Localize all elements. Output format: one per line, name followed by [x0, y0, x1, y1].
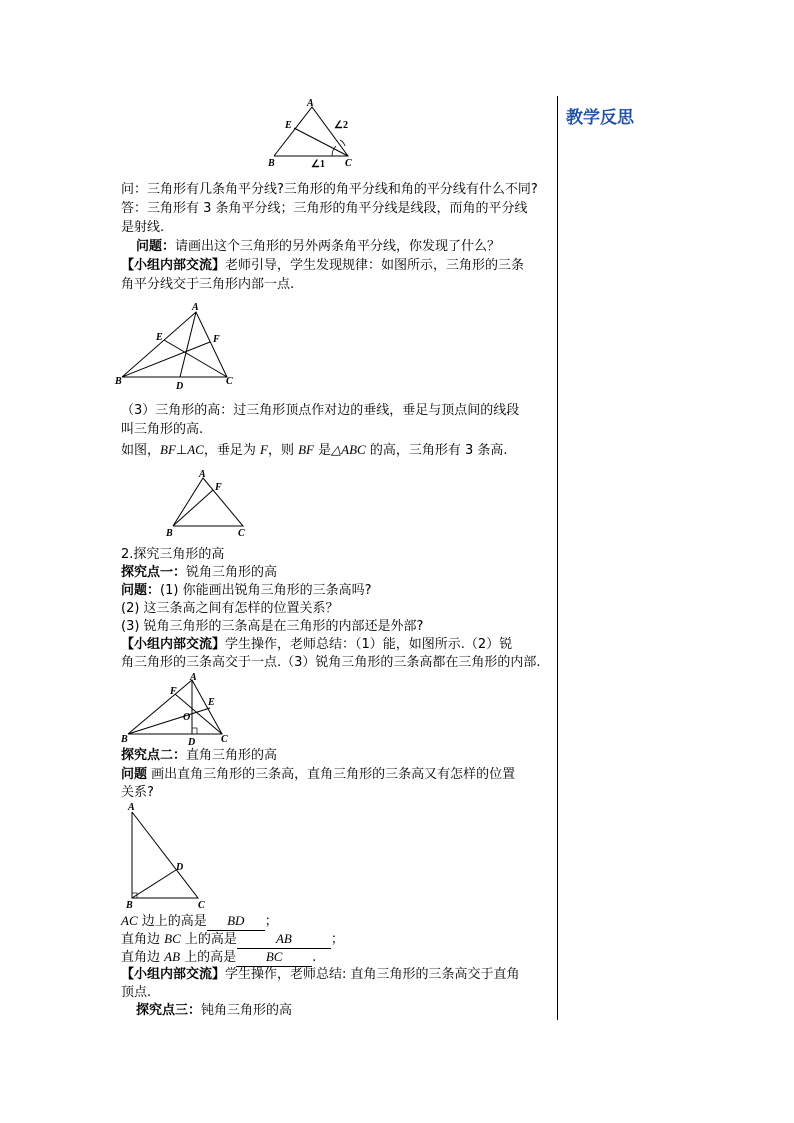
point3-text: 钝角三角形的高 — [201, 1003, 293, 1018]
problem1 — [136, 238, 500, 256]
fig2-label-D: D — [176, 381, 184, 392]
group3-label: 【小组内部交流】 — [121, 967, 226, 982]
problem2 — [121, 582, 371, 600]
fig1-label-E: E — [285, 120, 292, 131]
point2-label: 探究点二： — [121, 748, 187, 763]
problem2-text: (1) 你能画出锐角三角形的三条高吗? — [160, 583, 372, 598]
answer-bc-end: ； — [330, 932, 344, 947]
fig2-label-B: B — [115, 376, 122, 387]
fig2-label-A: A — [192, 302, 199, 313]
answer-ac-rest: 边上的高是 — [137, 914, 207, 929]
group1 — [121, 257, 524, 275]
fig5-label-A: A — [128, 802, 135, 813]
answer-bc-rest: 上的高是 — [180, 932, 237, 947]
problem3 — [121, 766, 515, 784]
group3-rest: 学生操作，老师总结: 直角三角形的三条高交于直角 — [225, 967, 520, 982]
fig4-label-F: F — [170, 686, 177, 697]
fig5-label-C: C — [198, 900, 205, 911]
problem2-q2: (2) 这三条高之间有怎样的位置关系？ — [121, 601, 339, 616]
point1-label: 探究点一： — [121, 565, 187, 580]
fig1-label-A: A — [307, 98, 314, 109]
a1-line1: 答：三角形有 3 条角平分线；三角形的角平分线是线段，而角的平分线 — [121, 201, 528, 216]
fig5-label-B: B — [126, 900, 133, 911]
altitude-line1: （3）三角形的高：过三角形顶点作对边的垂线，垂足与顶点间的线段 — [121, 403, 520, 418]
altitude-line2: 叫三角形的高. — [121, 422, 204, 437]
sidebar-title: 教学反思 — [566, 108, 634, 128]
fig5-label-D: D — [176, 862, 184, 873]
group1-rest: 老师引导，学生发现规律：如图所示，三角形的三条 — [225, 258, 525, 273]
example-pre: 如图， — [121, 443, 161, 458]
section2-title: 2.探究三角形的高 — [121, 547, 225, 562]
answer-ab-end: . — [312, 950, 317, 965]
example-bf2: BF — [298, 442, 314, 457]
figure-angle-bisector — [262, 98, 362, 170]
column-divider — [557, 96, 558, 1020]
point1-text: 锐角三角形的高 — [186, 565, 278, 580]
fig4-label-E: E — [208, 697, 215, 708]
problem3-label: 问题 — [121, 767, 148, 782]
group2-rest: 学生操作，老师总结：（1）能，如图所示.（2）锐 — [225, 637, 513, 652]
answer-ab-var: AB — [164, 949, 181, 964]
problem3-text: 画出直角三角形的三条高，直角三角形的三条高又有怎样的位置 — [147, 767, 516, 782]
group3-line2: 顶点. — [121, 985, 152, 1000]
answer-ab — [121, 948, 316, 967]
answer-bc-var: BC — [164, 931, 181, 946]
fig4-label-C: C — [221, 734, 228, 745]
example-then: ，则 — [267, 443, 299, 458]
answer-bc-blank: AB — [237, 930, 331, 949]
fig1-label-angle1: ∠1 — [311, 159, 325, 170]
point3-label: 探究点三： — [136, 1003, 202, 1018]
a1-line2: 是射线. — [121, 220, 165, 235]
fig1-label-angle2: ∠2 — [334, 120, 348, 131]
fig2-label-F: F — [213, 334, 220, 345]
fig2-label-E: E — [156, 332, 163, 343]
example-f: F — [260, 442, 268, 457]
fig4-label-A: A — [190, 672, 197, 683]
problem1-text: 请画出这个三角形的另外两条角平分线，你发现了什么？ — [175, 239, 501, 254]
fig4-label-B: B — [121, 734, 128, 745]
group1-label: 【小组内部交流】 — [121, 258, 226, 273]
q1-text: 问：三角形有几条角平分线?三角形的角平分线和角的平分线有什么不同? — [121, 182, 538, 197]
fig1-label-B: B — [268, 158, 275, 169]
fig3-label-A: A — [199, 469, 206, 480]
fig4-label-D: D — [188, 737, 196, 748]
fig3-label-B: B — [166, 528, 173, 539]
problem2-q3: (3) 锐角三角形的三条高是在三角形的内部还是外部? — [121, 619, 424, 634]
fig2-label-C: C — [226, 376, 233, 387]
example-ac: AC — [187, 442, 204, 457]
fig1-label-C: C — [345, 158, 352, 169]
figure-three-bisectors — [112, 300, 242, 395]
answer-ac-var: AC — [121, 913, 138, 928]
example-end: 的高，三角形有 3 条高. — [365, 443, 508, 458]
answer-ac-end: ； — [264, 914, 278, 929]
figure-altitude-bf — [163, 468, 258, 543]
problem2-label: 问题： — [121, 583, 161, 598]
answer-ac — [121, 912, 278, 931]
problem1-label: 问题： — [136, 239, 176, 254]
example-line — [121, 441, 508, 460]
group3 — [121, 966, 520, 984]
example-perp: ⊥ — [175, 443, 188, 458]
answer-bc-prefix: 直角边 — [121, 932, 165, 947]
example-bf: BF — [160, 442, 176, 457]
group2-line2: 角三角形的三条高交于一点.（3）锐角三角形的三条高都在三角形的内部. — [121, 655, 541, 670]
answer-ab-blank: BC — [236, 948, 312, 967]
point1 — [121, 564, 277, 582]
example-tri: △ABC — [331, 442, 366, 457]
fig3-label-C: C — [238, 528, 245, 539]
point2-text: 直角三角形的高 — [186, 748, 278, 763]
point3 — [136, 1002, 292, 1020]
answer-ab-rest: 上的高是 — [180, 950, 237, 965]
problem3-line2: 关系? — [121, 785, 154, 800]
figure-right-triangle — [124, 802, 219, 912]
answer-ac-blank: BD — [207, 912, 265, 931]
answer-ab-prefix: 直角边 — [121, 950, 165, 965]
group2-label: 【小组内部交流】 — [121, 637, 226, 652]
example-mid: ，垂足为 — [203, 443, 260, 458]
group2 — [121, 636, 512, 654]
group1-line2: 角平分线交于三角形内部一点. — [121, 277, 295, 292]
point2 — [121, 747, 277, 765]
example-is: 是 — [313, 443, 332, 458]
figure-acute-altitudes — [118, 672, 233, 747]
fig4-label-O: O — [183, 712, 191, 723]
answer-bc — [121, 930, 344, 949]
fig3-label-F: F — [215, 482, 222, 493]
